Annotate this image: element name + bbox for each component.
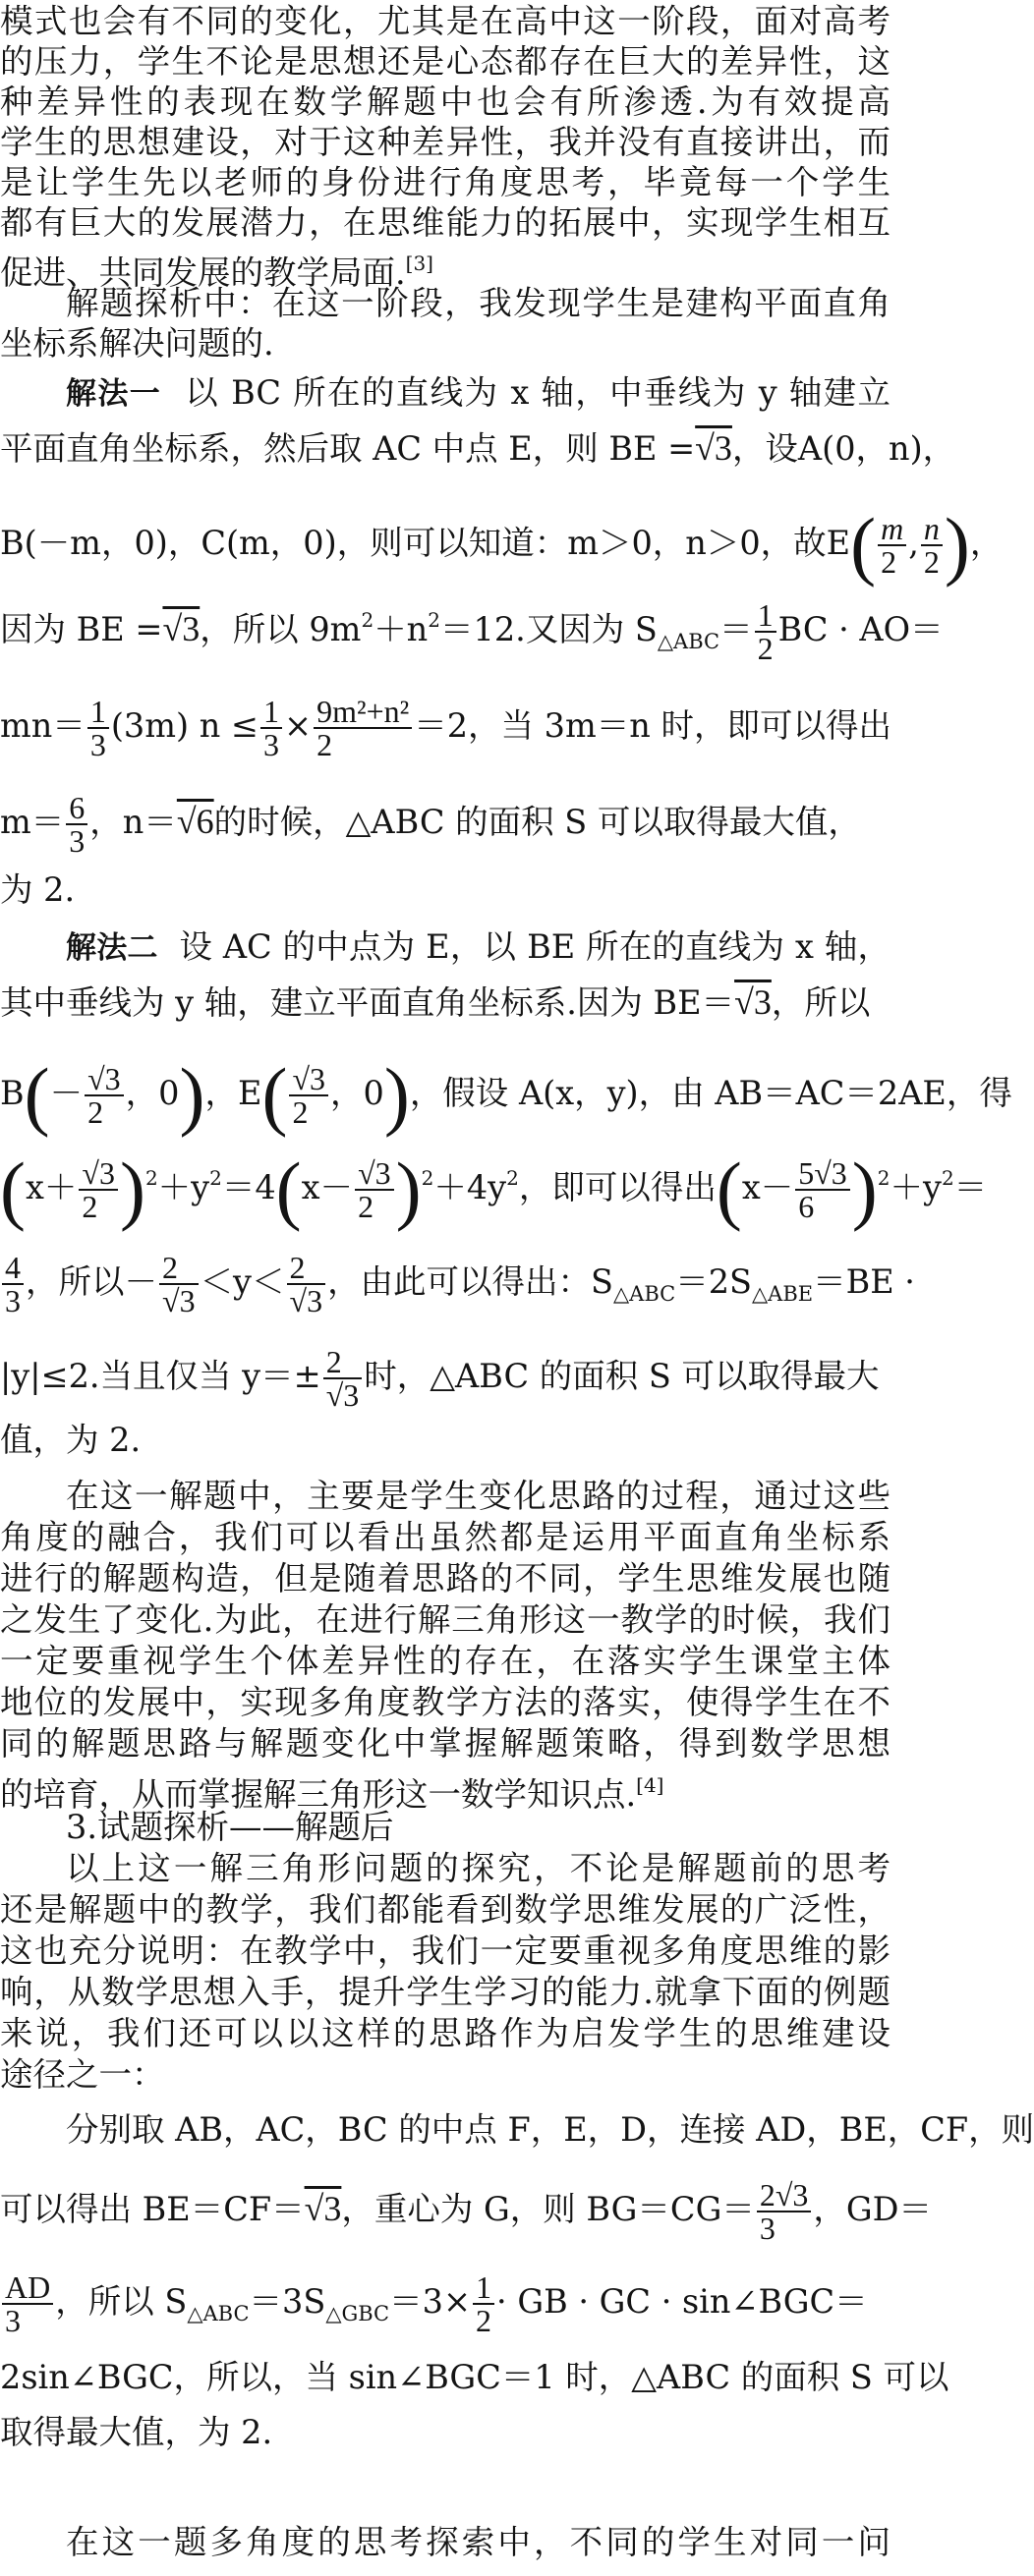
method2-line: 解法二 设 AC 的中点为 E，以 BE 所在的直线为 x 轴， bbox=[66, 927, 890, 966]
text-line: 促进、共同发展的教学局面.[3] bbox=[0, 252, 433, 292]
method3-line: $\frac{AD}{3}$ ，所以 $S_{\triangle ABC}=3S_{\triangle GBC}=3\times$ $\frac{1}{2}$ · GB · GC · sin∠BGC＝ bbox=[0, 2271, 890, 2336]
fraction: $\frac{√3}{2}$ bbox=[79, 1157, 118, 1222]
fraction: $\frac{2}{√3}$ bbox=[323, 1346, 363, 1411]
text-line: 模式也会有不同的变化，尤其是在高中这一阶段，面对高考 bbox=[0, 2, 890, 40]
fraction: $\frac{m}{2}$ bbox=[878, 513, 906, 578]
text-line: 的压力，学生不论是思想还是心态都存在巨大的差异性，这 bbox=[0, 42, 890, 81]
fraction: $\frac{2}{√3}$ bbox=[159, 1252, 199, 1316]
method-heading: 解法一 bbox=[66, 376, 162, 412]
section-heading: 3.试题探析——解题后 bbox=[66, 1808, 394, 1846]
fraction: $\frac{2√3}{3}$ bbox=[757, 2179, 812, 2244]
fraction: $\frac{1}{3}$ bbox=[87, 696, 109, 760]
text-line: 来说，我们还可以以这样的思路作为启发学生的思维建设 bbox=[0, 2014, 890, 2052]
text-line: 地位的发展中，实现多角度教学方法的落实，使得学生在不 bbox=[0, 1683, 890, 1721]
fraction: $\frac{2}{√3}$ bbox=[287, 1252, 326, 1316]
method2-line: (x＋ $\frac{√3}{2}$ )$^2+y^2=4(x-$ $\frac{√3}{2}$ )$^2+4y^2$，即可以得出(x－ $\frac{5√3}{6}$ )$^2+y^2=$ bbox=[0, 1147, 988, 1232]
text-line: 途径之一： bbox=[0, 2055, 165, 2094]
text-line: 响，从数学思想入手，提升学生学习的能力.就拿下面的例题 bbox=[0, 1973, 890, 2011]
text-line: 之发生了变化.为此，在进行解三角形这一教学的时候，我们 bbox=[0, 1600, 890, 1639]
method1-line: B(－m，0)，C(m，0)，则可以知道：m＞0，n＞0，故E( $\frac{m}{2}$ , $\frac{n}{2}$ )， bbox=[0, 502, 1004, 588]
fraction: $\frac{1}{3}$ bbox=[260, 696, 282, 760]
text-line: 还是解题中的教学，我们都能看到数学思维发展的广泛性， bbox=[0, 1890, 890, 1929]
fraction: $\frac{n}{2}$ bbox=[921, 513, 943, 578]
fraction: $\frac{5√3}{6}$ bbox=[795, 1157, 850, 1222]
fraction: $\frac{1}{2}$ bbox=[755, 599, 776, 664]
method2-line: B(－ $\frac{√3}{2}$ ，0)，E( $\frac{√3}{2}$ ，0)，假设 A(x，y)，由 AB＝AC＝2AE，得 bbox=[0, 1052, 1012, 1138]
text-line: 的培育，从而掌握解三角形这一数学知识点.[4] bbox=[0, 1773, 664, 1814]
fraction: $\frac{6}{3}$ bbox=[66, 792, 87, 857]
method1-line: 因为 BE =√3，所以 $9m^2+n^2=12$.又因为 $S_{\triangle ABC}=$ $\frac{1}{2}$ BC · AO＝ bbox=[0, 597, 944, 666]
method2-line: $\frac{4}{3}$ ，所以－ $\frac{2}{√3}$ ＜y＜ $\frac{2}{√3}$ ，由此可以得出：$S_{\triangle ABC}=2S_{\triangle ABE}=BE$ · bbox=[0, 1252, 890, 1316]
text-line: 以上这一解三角形问题的探究，不论是解题前的思考 bbox=[66, 1849, 890, 1887]
method-heading: 解法二 bbox=[66, 930, 158, 966]
fraction: $\frac{AD}{3}$ bbox=[2, 2271, 53, 2336]
fraction: $\frac{\text{9m²+n²}}{2}$ bbox=[314, 696, 412, 760]
text-line: 都有巨大的发展潜力，在思维能力的拓展中，实现学生相互 bbox=[0, 203, 890, 242]
fraction: $\frac{1}{2}$ bbox=[473, 2271, 494, 2336]
text-line: 坐标系解决问题的. bbox=[0, 324, 274, 363]
method3-line: 取得最大值，为 2. bbox=[0, 2413, 273, 2451]
method1-line: 为 2. bbox=[0, 870, 76, 909]
fraction: $\frac{√3}{2}$ bbox=[289, 1063, 328, 1128]
method3-line: 2sin∠BGC，所以，当 sin∠BGC＝1 时，△ABC 的面积 S 可以 bbox=[0, 2358, 949, 2396]
text-line: 角度的融合，我们可以看出虽然都是运用平面直角坐标系 bbox=[0, 1518, 890, 1556]
method2-line: 值，为 2. bbox=[0, 1421, 142, 1459]
text-line: 是让学生先以老师的身份进行角度思考，毕竟每一个学生 bbox=[0, 163, 890, 201]
fraction: $\frac{√3}{2}$ bbox=[85, 1063, 124, 1128]
text-line: 一定要重视学生个体差异性的存在，在落实学生课堂主体 bbox=[0, 1642, 890, 1680]
text-line: 种差异性的表现在数学解题中也会有所渗透.为有效提高 bbox=[0, 83, 890, 121]
method3-line: 分别取 AB，AC，BC 的中点 F，E，D，连接 AD，BE，CF，则 bbox=[66, 2110, 1034, 2149]
text-line: 解题探析中：在这一阶段，我发现学生是建构平面直角 bbox=[66, 284, 890, 322]
text-line: 在这一解题中，主要是学生变化思路的过程，通过这些 bbox=[66, 1477, 890, 1515]
text-line: 这也充分说明：在教学中，我们一定要重视多角度思维的影 bbox=[0, 1932, 890, 1970]
fraction: $\frac{4}{3}$ bbox=[2, 1252, 24, 1316]
citation: [4] bbox=[636, 1773, 664, 1797]
method3-line: 可以得出 BE＝CF＝√3，重心为 G，则 BG＝CG＝ $\frac{2√3}{3}$ ，GD＝ bbox=[0, 2177, 933, 2246]
text-line: 学生的思想建设，对于这种差异性，我并没有直接讲出，而 bbox=[0, 123, 890, 161]
method1-line: 解法一 以 BC 所在的直线为 x 轴，中垂线为 y 轴建立 bbox=[66, 373, 890, 412]
method1-line: 平面直角坐标系，然后取 AC 中点 E，则 BE =√3，设A(0，n)， bbox=[0, 428, 956, 468]
method2-line: |y|≤2.当且仅当 y＝± $\frac{2}{√3}$ 时，△ABC 的面积 S 可以取得最大 bbox=[0, 1344, 880, 1413]
method1-line: m＝ $\frac{6}{3}$ ，n＝√6的时候，△ABC 的面积 S 可以取得最大值， bbox=[0, 790, 861, 859]
method1-line: mn＝ $\frac{1}{3}$ (3m) n ≤ $\frac{1}{3}$ × $\frac{\text{9m²+n²}}{2}$ ＝2，当 3m＝n 时，即可以得出 bbox=[0, 694, 891, 762]
text-line: 同的解题思路与解题变化中掌握解题策略，得到数学思想 bbox=[0, 1724, 890, 1763]
text-line: 进行的解题构造，但是随着思路的不同，学生思维发展也随 bbox=[0, 1559, 890, 1597]
text-line: 在这一题多角度的思考探索中，不同的学生对同一问 bbox=[66, 2523, 890, 2561]
method2-line: 其中垂线为 y 轴，建立平面直角坐标系.因为 BE＝√3，所以 bbox=[0, 982, 871, 1022]
citation: [3] bbox=[405, 252, 433, 275]
fraction: $\frac{√3}{2}$ bbox=[355, 1157, 394, 1222]
